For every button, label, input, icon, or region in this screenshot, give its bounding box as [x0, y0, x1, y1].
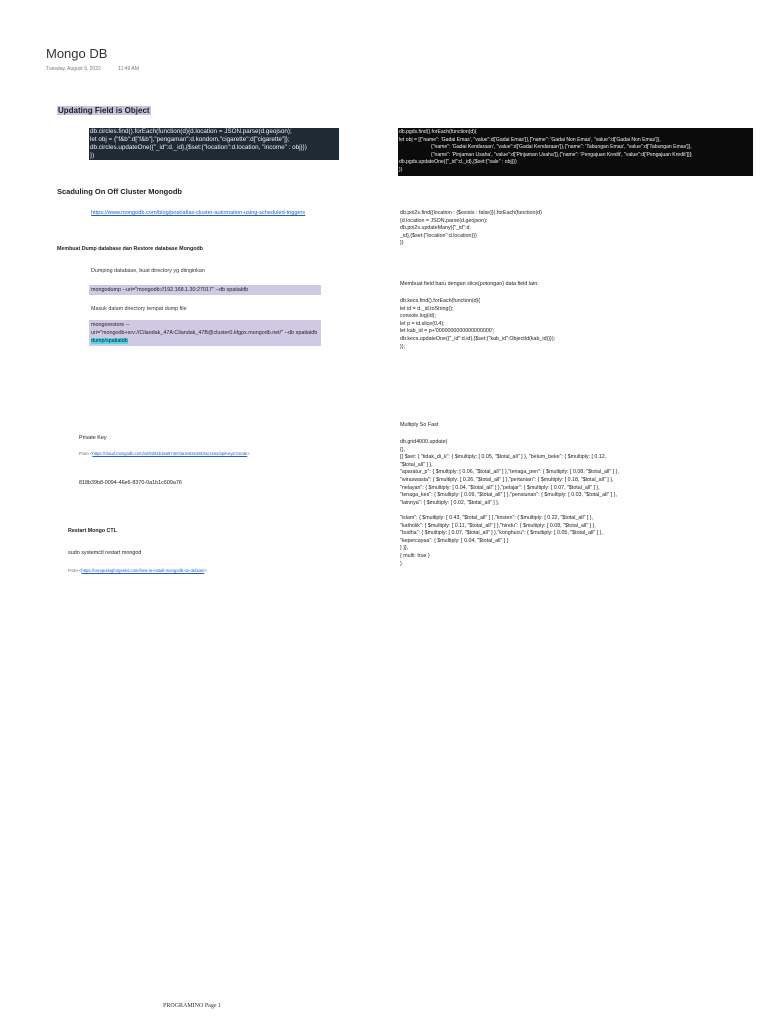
- code-block-slice: [400, 298, 555, 351]
- code-block-updating-field: [89, 128, 339, 160]
- heading-multiply: Multiply So Fast: [400, 422, 439, 428]
- code-line: }): [90, 152, 95, 160]
- code-line: db.kecs.updateOne({"_id":d.id},{$set:{"kab_id":ObjectId(kab_id)}});: [400, 335, 556, 342]
- code-line: ): [400, 560, 402, 567]
- source-link-1[interactable]: https://cloud.mongodb.com/v2/6291b16a574e03a2e82e281#access/apiKeys/create: [92, 451, 248, 456]
- from-label: From <: [79, 451, 93, 456]
- code-line: _id},{$set:{"location":d.location}}): [400, 232, 477, 239]
- code-line: {"name": 'Pinjaman Usaha', "value":d['Pinjaman Usaha']},{"name": 'Pengajuan Kredit', "value":d['Pengajuan Kredit']}];: [431, 151, 693, 158]
- page-time: 11:49 AM: [118, 66, 139, 72]
- source-line-2: [68, 568, 207, 573]
- code-line: "tenaga_kes": { $multiply: [ 0.09, "$total_all" ] },"pensiunan": { $multiply: [ 0.03, "$total_all" ] },: [400, 492, 618, 499]
- private-key-value: 818b39b8-0094-46e6-8370-0a1b1c609a76: [79, 480, 182, 486]
- from-close: >: [247, 451, 250, 456]
- heading-updating-field: Updating Field is Object: [58, 106, 150, 115]
- code-line: } }],: [400, 545, 408, 552]
- code-line: db.pgds.updateOne({"_id":d._id},{$set:{"sale" : obj}}): [399, 159, 517, 166]
- restore-command-highlight: dump/spatialdb: [91, 338, 128, 344]
- code-line: "lainnya": { $multiply: [ 0.02, "$total_all" ] },: [400, 499, 500, 506]
- page-date: Tuesday, August 9, 2022: [46, 66, 101, 72]
- code-line: "nelayan": { $multiply: [ 0.04, "$total_all" ] },"pelajar": { $multiply: [ 0.07, "$total_all" ] },: [400, 484, 600, 491]
- scheduling-link[interactable]: https://www.mongodb.com/blog/post/atlas-cluster-automation-using-scheduled-triggers: [91, 210, 306, 216]
- code-line: console.log(id);: [400, 313, 436, 320]
- dump-text: Dumping database, buat directory yg diinginkan: [91, 268, 205, 274]
- code-line: { multi: true }: [400, 552, 430, 559]
- code-line: "islam": { $multiply: [ 0.43, "$total_all" ] },"kristen": { $multiply: [ 0.22, "$total_all" ] },: [400, 514, 594, 521]
- code-line: "$total_all" ] },: [400, 461, 433, 468]
- code-line: });: [400, 343, 406, 350]
- code-line: }): [399, 166, 403, 173]
- code-line: db.grid4000.update(: [400, 439, 448, 445]
- code-line: db.poi2s.updateMany({"_id":d.: [400, 225, 471, 232]
- page-footer: PROGRAMINO Page 1: [163, 1003, 222, 1009]
- restore-command: [89, 320, 321, 346]
- code-line: let obj = {"f&b":d["f&b"],"pengaman":d.kondom,"cigarette":d["cigarette"]};: [90, 136, 290, 144]
- from-label: From <: [68, 568, 82, 573]
- heading-restart: Restart Mongo CTL: [68, 528, 117, 534]
- source-link-2[interactable]: https://computingforgeeks.com/how-to-install-mongodb-on-debian/: [81, 568, 205, 573]
- heading-scheduling: Scaduling On Off Cluster Mongodb: [57, 187, 182, 196]
- code-line: let id = d._id.toString();: [400, 305, 454, 312]
- code-line: {},: [400, 446, 406, 453]
- code-line: {d.location = JSON.parse(d.geojson);: [400, 217, 488, 224]
- code-block-pgds: [398, 128, 753, 176]
- code-line: let p = id.slice(0,4);: [400, 320, 445, 327]
- dump-command: mongodump --uri="mongodb://192.168.1.30:27017" --db spatialdb: [89, 285, 321, 295]
- page-meta: [46, 66, 155, 72]
- code-line: db.kecs.find().forEach(function(d){: [400, 298, 481, 304]
- code-line: "katholik": { $multiply: [ 0.11, "$total_all" ] },"hindu": { $multiply: [ 0.08, "$total_all" ] },: [400, 522, 596, 529]
- code-line: let obj = [{"name": 'Gadai Emas', "value":d['Gadai Emas']},{"name": 'Gadai Non Emas', "value":d['Gadai Non Emas']},: [399, 136, 661, 143]
- code-line: "budha": { $multiply: [ 0.07, "$total_all" ] },"konghucu": { $multiply: [ 0.05, "$total_all" ] },: [400, 530, 603, 537]
- restart-command: sudo systemctl restart mongod: [68, 550, 142, 556]
- heading-dump-restore: Membuat Dump database dan Restore database Mongodb: [57, 246, 203, 252]
- code-line: }): [400, 240, 404, 247]
- source-line-1: [79, 451, 250, 456]
- restore-command-text: mongorestore --uri="mongodb+srv://Cilandak_47A:Cilandak_47B@cluster0.kfgpx.mongodb.net/" --db spatialdb: [91, 322, 318, 336]
- code-line: [{ $set: { "tidak_di_k": { $multiply: [ 0.05, "$total_all" ] }, "belum_beke": { $multiply: [ 0.12,: [400, 454, 607, 461]
- private-key-label: Private Key: [79, 435, 107, 441]
- directory-text: Masuk dalam directory tempat dump file: [91, 306, 187, 312]
- code-line: db.circles.find().forEach(function(d){d.location = JSON.parse(d.geojson);: [90, 128, 292, 135]
- code-line: db.circles.updateOne({"_id":d._id},{$set:{"location":d.location, "income" : obj}}): [90, 144, 307, 152]
- code-line: "kepercayaa": { $multiply: [ 0.04, "$total_all" ] }: [400, 537, 509, 544]
- code-line: let kab_id = p+'0000000000000000000';: [400, 328, 495, 335]
- code-line: db.poi2s.find({location : {$exists : false}}).forEach(function(d): [400, 210, 542, 216]
- code-line: "wiraswasta": { $multiply: [ 0.26, "$total_all" ] },"pertanian": { $multiply: [ 0.18, "$total_all" ] },: [400, 476, 614, 483]
- code-line: {"name": 'Gadai Kendaraan', "value":d['Gadai Kendaraan']},{"name": 'Tabungan Emas', "value":d['Tabungan Emas']},: [431, 144, 692, 151]
- code-block-multiply: [400, 439, 619, 568]
- code-line: db.pgds.find().forEach(function(d){: [399, 129, 477, 135]
- page-title: Mongo DB: [46, 46, 108, 61]
- code-line: "aparatur_p": { $multiply: [ 0.06, "$total_all" ] },"tenaga_pen": { $multiply: [ 0.08, "$total_all" ] },: [400, 469, 619, 476]
- code-line: [400, 507, 619, 515]
- from-close: >: [204, 568, 207, 573]
- code-block-location: [400, 210, 542, 248]
- heading-slice: Membuat field baru dengan slice(potongan) data field lain:: [400, 281, 539, 287]
